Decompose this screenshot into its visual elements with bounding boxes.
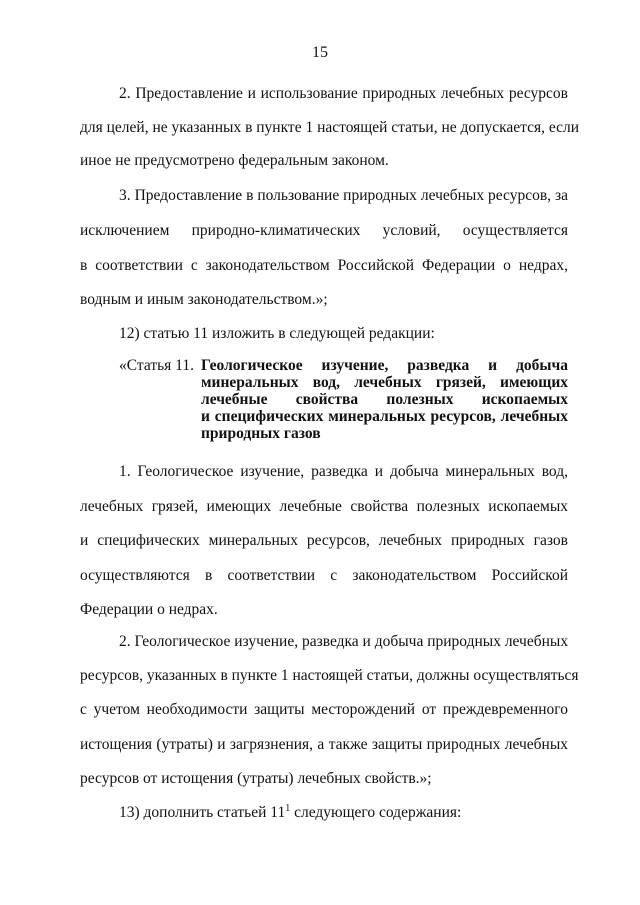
article-title-line: лечебные свойства полезных ископаемых <box>201 391 568 408</box>
paragraph-line: 12) статью 11 изложить в следующей редакции: <box>119 325 435 342</box>
page-number: 15 <box>312 44 328 61</box>
paragraph-line: для целей, не указанных в пункте 1 настоящей статьи, не допускается, если <box>80 119 580 136</box>
article-title-line: и специфических минеральных ресурсов, лечебных <box>201 408 568 425</box>
paragraph-text: 13) дополнить статьей 11 <box>119 804 286 821</box>
paragraph-line: ресурсов от истощения (утраты) лечебных свойств.»; <box>80 770 432 787</box>
paragraph-line: истощения (утраты) и загрязнения, а также защиты природных лечебных <box>80 736 568 753</box>
article-title <box>201 357 568 442</box>
superscript: 1 <box>285 802 291 814</box>
paragraph-line: и специфических минеральных ресурсов, лечебных природных газов <box>80 532 568 549</box>
paragraph-line: Федерации о недрах. <box>80 601 218 618</box>
paragraph-text: следующего содержания: <box>290 804 462 821</box>
paragraph-line: исключением природно-климатических условий, осуществляется <box>80 222 568 239</box>
paragraph-line: ресурсов, указанных в пункте 1 настоящей статьи, должны осуществляться <box>80 667 579 684</box>
article-title-line: минеральных вод, лечебных грязей, имеющих <box>201 374 568 391</box>
paragraph-line: 1. Геологическое изучение, разведка и добыча минеральных вод, <box>119 463 568 480</box>
article-title-line: Геологическое изучение, разведка и добыча <box>201 357 568 374</box>
article-label: «Статья 11. <box>119 357 194 374</box>
paragraph-line: 2. Геологическое изучение, разведка и добыча природных лечебных <box>119 633 569 650</box>
paragraph-line: 3. Предоставление в пользование природных лечебных ресурсов, за <box>119 187 568 204</box>
paragraph-line: в соответствии с законодательством Российской Федерации о недрах, <box>80 257 568 274</box>
paragraph-line: осуществляются в соответствии с законодательством Российской <box>80 567 568 584</box>
paragraph-line <box>119 803 568 823</box>
paragraph-line: 2. Предоставление и использование природных лечебных ресурсов <box>119 85 568 102</box>
paragraph-line: с учетом необходимости защиты месторождений от преждевременного <box>80 701 568 718</box>
paragraph-line: водным и иным законодательством.»; <box>80 291 328 308</box>
paragraph-line: иное не предусмотрено федеральным законом. <box>80 152 389 169</box>
article-title-line: природных газов <box>201 425 321 442</box>
paragraph-line: лечебных грязей, имеющих лечебные свойства полезных ископаемых <box>80 498 568 515</box>
